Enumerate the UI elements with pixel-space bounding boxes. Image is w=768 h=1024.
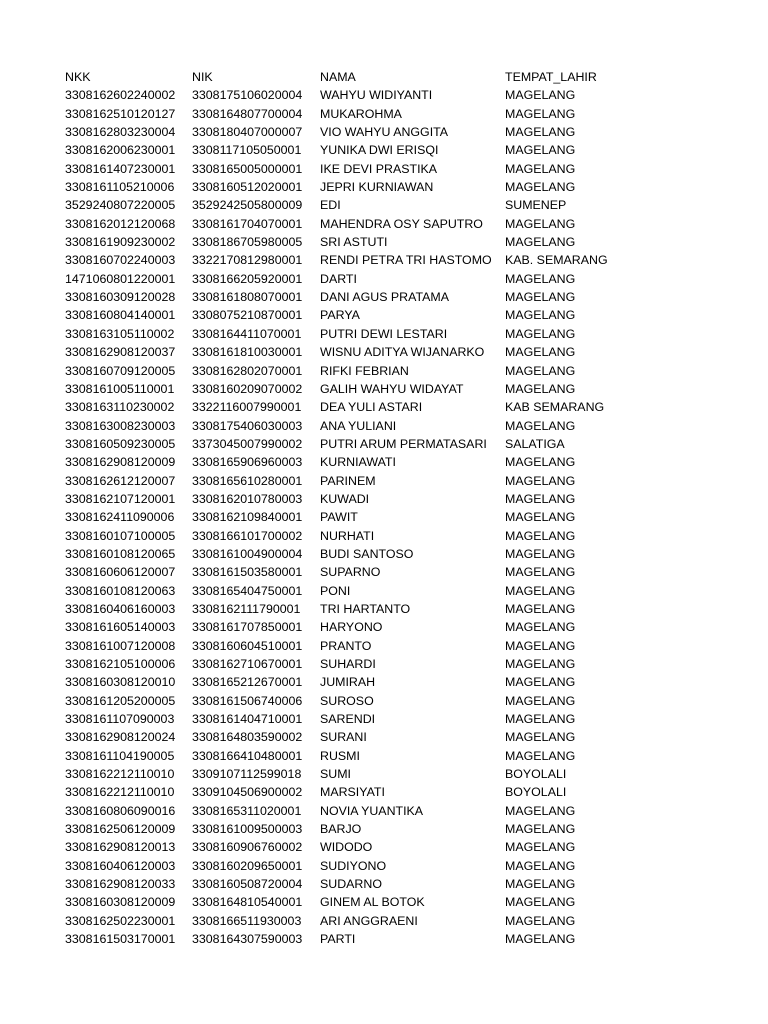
table-row xyxy=(65,802,625,820)
cell-nama: WIDODO xyxy=(320,840,373,855)
cell-tempat-lahir: MAGELANG xyxy=(505,418,576,433)
cell-tempat-lahir: MAGELANG xyxy=(505,583,576,598)
cell-nama: KURNIAWATI xyxy=(320,455,396,470)
cell-nama: RUSMI xyxy=(320,748,360,763)
cell-nkk: 3529240807220005 xyxy=(65,198,176,213)
cell-nik: 3308175106020004 xyxy=(192,88,303,103)
cell-tempat-lahir: MAGELANG xyxy=(505,235,576,250)
cell-nkk: 3308160308120010 xyxy=(65,675,176,690)
table-row xyxy=(65,912,625,930)
cell-nik: 3308162109840001 xyxy=(192,510,303,525)
cell-nama: VIO WAHYU ANGGITA xyxy=(320,125,449,140)
cell-nama: EDI xyxy=(320,198,341,213)
cell-nik: 3308162710670001 xyxy=(192,657,303,671)
cell-nama: DARTI xyxy=(320,271,357,286)
cell-nkk: 3308162908120037 xyxy=(65,345,176,360)
cell-nama: RIFKI FEBRIAN xyxy=(320,363,409,378)
cell-tempat-lahir: MAGELANG xyxy=(505,271,576,286)
cell-nik: 3308160209650001 xyxy=(192,858,303,873)
cell-nkk: 3308160107100005 xyxy=(65,528,176,543)
cell-nama: SUPARNO xyxy=(320,565,381,580)
cell-nkk: 3308162502230001 xyxy=(65,913,176,928)
cell-nkk: 1471060801220001 xyxy=(65,271,176,286)
cell-nama: PARTI xyxy=(320,932,356,947)
table-row xyxy=(65,673,625,691)
cell-nama: SUDIYONO xyxy=(320,858,387,873)
cell-nama: BARJO xyxy=(320,822,362,837)
table-row xyxy=(65,417,625,435)
cell-tempat-lahir: MAGELANG xyxy=(505,822,576,837)
cell-nik: 3308160906760002 xyxy=(192,840,303,855)
table-row xyxy=(65,215,625,233)
cell-tempat-lahir: MAGELANG xyxy=(505,601,576,616)
cell-nama: PAWIT xyxy=(320,510,358,525)
table-row xyxy=(65,692,625,710)
cell-nama: SURANI xyxy=(320,730,367,745)
cell-nama: GINEM AL BOTOK xyxy=(320,895,425,910)
cell-nama: PONI xyxy=(320,583,351,598)
cell-nik: 3308186705980005 xyxy=(192,235,303,250)
table-row xyxy=(65,857,625,875)
cell-tempat-lahir: MAGELANG xyxy=(505,693,576,708)
cell-nik: 3308162111790001 xyxy=(192,601,301,616)
cell-tempat-lahir: MAGELANG xyxy=(505,932,576,947)
cell-tempat-lahir: SALATIGA xyxy=(505,436,565,451)
table-row xyxy=(65,637,625,655)
cell-nik: 3308164307590003 xyxy=(192,932,303,947)
table-row xyxy=(65,105,625,123)
cell-nama: PARINEM xyxy=(320,473,376,488)
cell-tempat-lahir: KAB SEMARANG xyxy=(505,400,605,415)
cell-nkk: 3308162908120033 xyxy=(65,877,176,892)
cell-nik: 3308162802070001 xyxy=(192,363,303,378)
cell-tempat-lahir: MAGELANG xyxy=(505,473,576,488)
cell-nkk: 3308161005110001 xyxy=(65,381,175,396)
cell-nik: 3308161009500003 xyxy=(192,822,303,837)
table-row xyxy=(65,380,625,398)
cell-nkk: 3308162602240002 xyxy=(65,88,176,103)
cell-nkk: 3308160702240003 xyxy=(65,253,176,268)
table-row xyxy=(65,508,625,526)
cell-nik: 3308160512020001 xyxy=(192,180,303,195)
table-row xyxy=(65,728,625,746)
table-row xyxy=(65,893,625,911)
cell-nik: 3308161503580001 xyxy=(192,565,303,580)
cell-nkk: 3308162612120007 xyxy=(65,473,176,488)
data-table xyxy=(65,68,625,949)
table-row xyxy=(65,618,625,636)
cell-tempat-lahir: MAGELANG xyxy=(505,180,576,195)
cell-nama: SARENDI xyxy=(320,712,376,727)
cell-nkk: 3308160806090016 xyxy=(65,803,176,818)
cell-nik: 3308175406030003 xyxy=(192,418,303,433)
cell-nik: 3308165005000001 xyxy=(192,161,303,176)
cell-nik: 3308161810030001 xyxy=(192,345,303,360)
cell-nik: 3308166410480001 xyxy=(192,748,303,763)
cell-nama: PUTRI ARUM PERMATASARI xyxy=(320,436,487,451)
table-row xyxy=(65,545,625,563)
cell-nik: 3373045007990002 xyxy=(192,436,303,451)
cell-nama: MAHENDRA OSY SAPUTRO xyxy=(320,216,483,231)
table-row xyxy=(65,582,625,600)
header-nik: NIK xyxy=(192,70,213,84)
cell-tempat-lahir: BOYOLALI xyxy=(505,767,567,782)
cell-nkk: 3308160606120007 xyxy=(65,565,176,580)
cell-tempat-lahir: MAGELANG xyxy=(505,565,576,580)
table-row xyxy=(65,362,625,380)
cell-tempat-lahir: MAGELANG xyxy=(505,895,576,910)
cell-nik: 3529242505800009 xyxy=(192,198,303,213)
cell-nkk: 3308161007120008 xyxy=(65,638,176,653)
cell-tempat-lahir: MAGELANG xyxy=(505,913,576,928)
table-row xyxy=(65,123,625,141)
cell-nama: NOVIA YUANTIKA xyxy=(320,803,424,818)
cell-nama: DEA YULI ASTARI xyxy=(320,400,423,415)
cell-nama: SUHARDI xyxy=(320,657,376,671)
cell-tempat-lahir: MAGELANG xyxy=(505,363,576,378)
cell-tempat-lahir: MAGELANG xyxy=(505,106,576,121)
cell-nik: 3308161506740006 xyxy=(192,693,303,708)
table-row xyxy=(65,472,625,490)
cell-nkk: 3308161503170001 xyxy=(65,932,176,947)
cell-nkk: 3308162908120024 xyxy=(65,730,176,745)
cell-nama: TRI HARTANTO xyxy=(320,601,411,616)
cell-nama: JUMIRAH xyxy=(320,675,376,690)
cell-tempat-lahir: MAGELANG xyxy=(505,290,576,305)
cell-nkk: 3308160309120028 xyxy=(65,290,176,305)
table-row xyxy=(65,563,625,581)
cell-nama: SUROSO xyxy=(320,693,374,708)
cell-nik: 3308161004900004 xyxy=(192,546,303,561)
table-row xyxy=(65,288,625,306)
cell-nama: BUDI SANTOSO xyxy=(320,546,414,561)
header-nama: NAMA xyxy=(320,70,356,84)
table-row xyxy=(65,86,625,104)
cell-nkk: 3308163110230002 xyxy=(65,400,175,415)
cell-tempat-lahir: BOYOLALI xyxy=(505,785,567,800)
cell-nkk: 3308162411090006 xyxy=(65,510,175,525)
cell-tempat-lahir: MAGELANG xyxy=(505,748,576,763)
cell-nkk: 3308160308120009 xyxy=(65,895,176,910)
cell-nkk: 3308161205200005 xyxy=(65,693,176,708)
cell-nik: 3308165610280001 xyxy=(192,473,303,488)
cell-nkk: 3308160804140001 xyxy=(65,308,176,323)
cell-nik: 3308166101700002 xyxy=(192,528,303,543)
cell-nama: WISNU ADITYA WIJANARKO xyxy=(320,345,485,360)
cell-tempat-lahir: MAGELANG xyxy=(505,858,576,873)
table-row xyxy=(65,325,625,343)
cell-nkk: 3308162212110010 xyxy=(65,767,175,782)
table-row xyxy=(65,875,625,893)
cell-nkk: 3308161605140003 xyxy=(65,620,176,635)
cell-nama: YUNIKA DWI ERISQI xyxy=(320,143,439,158)
table-row xyxy=(65,398,625,416)
cell-nama: HARYONO xyxy=(320,620,383,635)
cell-tempat-lahir: MAGELANG xyxy=(505,712,576,727)
cell-nik: 3308164807700004 xyxy=(192,106,303,121)
table-row xyxy=(65,306,625,324)
table-row xyxy=(65,930,625,948)
cell-tempat-lahir: MAGELANG xyxy=(505,877,576,892)
cell-nik: 3308161707850001 xyxy=(192,620,303,635)
cell-nkk: 3308162105100006 xyxy=(65,657,176,671)
table-row xyxy=(65,343,625,361)
cell-nkk: 3308162908120009 xyxy=(65,455,176,470)
cell-nik: 3308161704070001 xyxy=(192,216,303,231)
data-sheet xyxy=(65,68,625,949)
cell-nik: 3308160604510001 xyxy=(192,638,303,653)
cell-nama: JEPRI KURNIAWAN xyxy=(320,180,434,195)
cell-tempat-lahir: MAGELANG xyxy=(505,730,576,745)
cell-nik: 3308166205920001 xyxy=(192,271,303,286)
cell-tempat-lahir: SUMENEP xyxy=(505,198,567,213)
cell-nkk: 3308162212110010 xyxy=(65,785,175,800)
cell-tempat-lahir: MAGELANG xyxy=(505,657,576,671)
cell-tempat-lahir: MAGELANG xyxy=(505,216,576,231)
cell-nik: 3308160209070002 xyxy=(192,381,303,396)
cell-tempat-lahir: MAGELANG xyxy=(505,143,576,158)
cell-nama: IKE DEVI PRASTIKA xyxy=(320,161,438,176)
cell-tempat-lahir: MAGELANG xyxy=(505,381,576,396)
cell-nik: 3308161404710001 xyxy=(192,712,303,727)
cell-nkk: 3308162803230004 xyxy=(65,125,176,140)
cell-nama: PRANTO xyxy=(320,638,372,653)
cell-nik: 3308180407000007 xyxy=(192,125,303,140)
header-nkk: NKK xyxy=(65,70,91,84)
table-row xyxy=(65,141,625,159)
cell-tempat-lahir: MAGELANG xyxy=(505,308,576,323)
cell-nama: GALIH WAHYU WIDAYAT xyxy=(320,381,464,396)
cell-nkk: 3308162510120127 xyxy=(65,106,176,121)
cell-nkk: 3308162908120013 xyxy=(65,840,176,855)
cell-tempat-lahir: MAGELANG xyxy=(505,491,576,506)
table-row xyxy=(65,196,625,214)
cell-nkk: 3308163105110002 xyxy=(65,326,175,341)
table-row xyxy=(65,838,625,856)
table-row xyxy=(65,435,625,453)
cell-nik: 3308161808070001 xyxy=(192,290,303,305)
cell-nik: 3308164803590002 xyxy=(192,730,303,745)
table-row xyxy=(65,783,625,801)
table-row xyxy=(65,527,625,545)
cell-nama: DANI AGUS PRATAMA xyxy=(320,290,449,305)
cell-nama: MUKAROHMA xyxy=(320,106,402,121)
cell-nkk: 3308161105210006 xyxy=(65,180,175,195)
cell-nik: 3308165906960003 xyxy=(192,455,303,470)
cell-nama: RENDI PETRA TRI HASTOMO xyxy=(320,253,492,268)
cell-nkk: 3308162006230001 xyxy=(65,143,176,158)
cell-nkk: 3308163008230003 xyxy=(65,418,176,433)
cell-tempat-lahir: MAGELANG xyxy=(505,455,576,470)
cell-nik: 3308165311020001 xyxy=(192,803,302,818)
cell-nkk: 3308162012120068 xyxy=(65,216,176,231)
cell-nik: 3308164810540001 xyxy=(192,895,303,910)
cell-nama: ARI ANGGRAENI xyxy=(320,913,418,928)
cell-nik: 3308075210870001 xyxy=(192,308,303,323)
table-row xyxy=(65,765,625,783)
table-row xyxy=(65,233,625,251)
cell-nkk: 3308162506120009 xyxy=(65,822,176,837)
cell-nik: 3309104506900002 xyxy=(192,785,303,800)
table-row xyxy=(65,600,625,618)
cell-nama: SUMI xyxy=(320,767,351,782)
cell-nkk: 3308161107090003 xyxy=(65,712,175,727)
table-row xyxy=(65,710,625,728)
cell-tempat-lahir: MAGELANG xyxy=(505,638,576,653)
cell-nik: 3308165404750001 xyxy=(192,583,303,598)
cell-nkk: 3308161909230002 xyxy=(65,235,176,250)
cell-nama: PARYA xyxy=(320,308,360,323)
cell-nik: 3308162010780003 xyxy=(192,491,303,506)
table-row xyxy=(65,820,625,838)
cell-tempat-lahir: MAGELANG xyxy=(505,620,576,635)
cell-nkk: 3308161104190005 xyxy=(65,748,175,763)
cell-nama: PUTRI DEWI LESTARI xyxy=(320,326,448,341)
cell-nama: SRI ASTUTI xyxy=(320,235,388,250)
cell-nik: 3309107112599018 xyxy=(192,767,302,782)
cell-nik: 3322116007990001 xyxy=(192,400,302,415)
cell-nkk: 3308160509230005 xyxy=(65,436,176,451)
table-row xyxy=(65,270,625,288)
table-row xyxy=(65,655,625,673)
cell-nik: 3308166511930003 xyxy=(192,913,302,928)
cell-nama: KUWADI xyxy=(320,491,370,506)
table-row xyxy=(65,747,625,765)
cell-tempat-lahir: MAGELANG xyxy=(505,840,576,855)
cell-nik: 3308117105050001 xyxy=(192,143,302,158)
cell-nik: 3322170812980001 xyxy=(192,253,303,268)
cell-nkk: 3308160406160003 xyxy=(65,601,176,616)
cell-tempat-lahir: KAB. SEMARANG xyxy=(505,253,608,268)
cell-nkk: 3308162107120001 xyxy=(65,491,176,506)
header-tempat-lahir: TEMPAT_LAHIR xyxy=(505,70,597,84)
cell-nama: NURHATI xyxy=(320,528,375,543)
cell-tempat-lahir: MAGELANG xyxy=(505,88,576,103)
cell-tempat-lahir: MAGELANG xyxy=(505,510,576,525)
table-row xyxy=(65,251,625,269)
cell-tempat-lahir: MAGELANG xyxy=(505,345,576,360)
cell-nama: MARSIYATI xyxy=(320,785,385,800)
cell-tempat-lahir: MAGELANG xyxy=(505,125,576,140)
cell-nik: 3308160508720004 xyxy=(192,877,303,892)
table-row xyxy=(65,160,625,178)
table-row xyxy=(65,453,625,471)
cell-tempat-lahir: MAGELANG xyxy=(505,161,576,176)
cell-nik: 3308164411070001 xyxy=(192,326,302,341)
cell-nkk: 3308160406120003 xyxy=(65,858,176,873)
cell-nkk: 3308160108120063 xyxy=(65,583,176,598)
cell-tempat-lahir: MAGELANG xyxy=(505,546,576,561)
cell-tempat-lahir: MAGELANG xyxy=(505,803,576,818)
cell-nama: WAHYU WIDIYANTI xyxy=(320,88,433,103)
cell-nkk: 3308161407230001 xyxy=(65,161,176,176)
cell-nik: 3308165212670001 xyxy=(192,675,303,690)
cell-tempat-lahir: MAGELANG xyxy=(505,326,576,341)
cell-nkk: 3308160709120005 xyxy=(65,363,176,378)
cell-nama: SUDARNO xyxy=(320,877,382,892)
cell-tempat-lahir: MAGELANG xyxy=(505,675,576,690)
table-row xyxy=(65,178,625,196)
table-row xyxy=(65,490,625,508)
cell-nama: ANA YULIANI xyxy=(320,418,397,433)
cell-tempat-lahir: MAGELANG xyxy=(505,528,576,543)
cell-nkk: 3308160108120065 xyxy=(65,546,176,561)
header-row xyxy=(65,68,625,86)
